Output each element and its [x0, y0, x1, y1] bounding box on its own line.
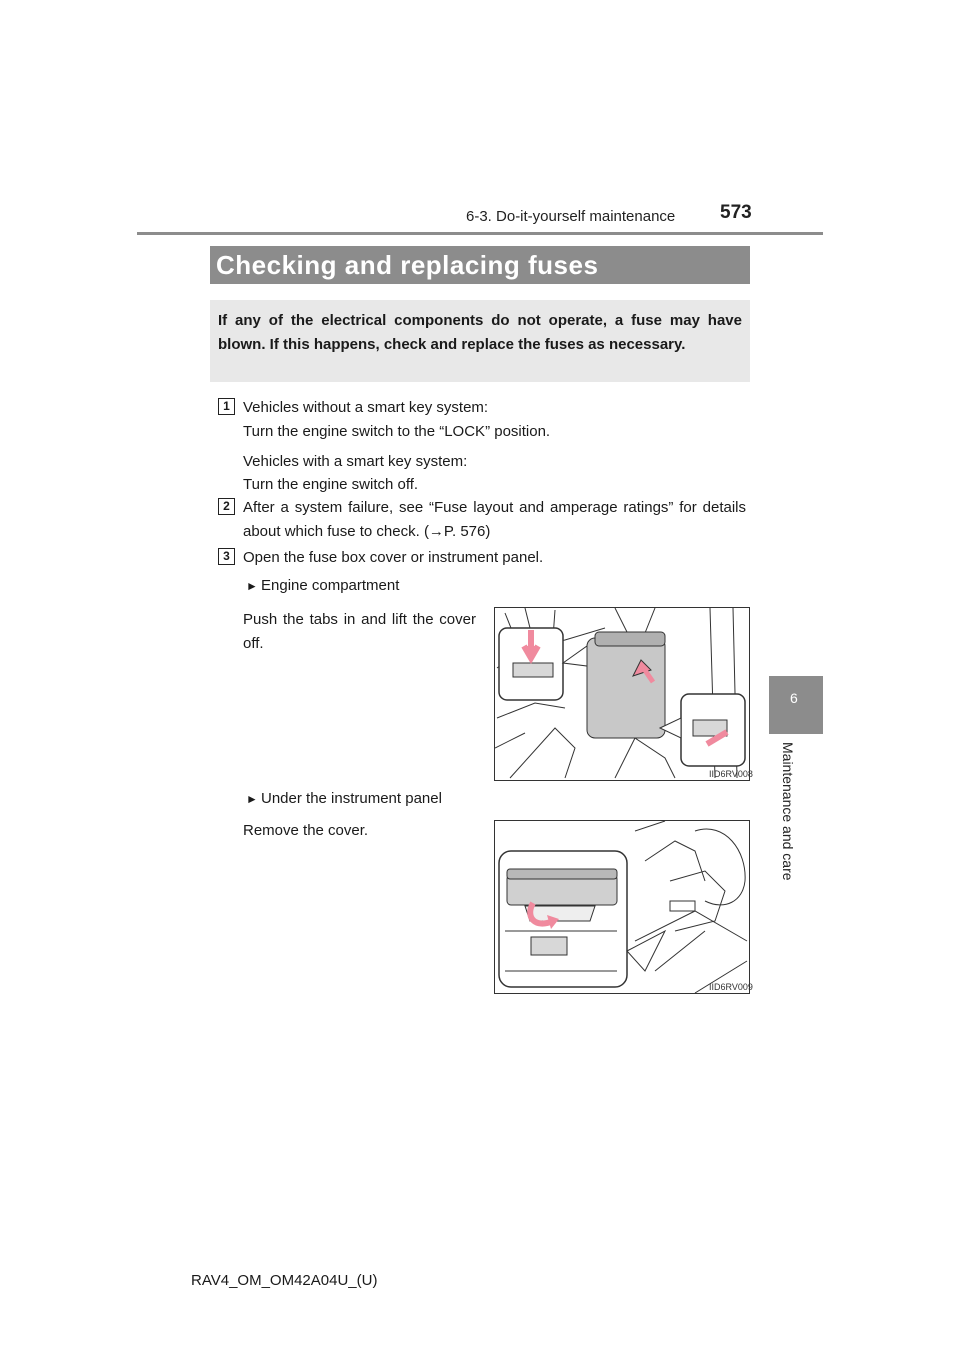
header-rule [137, 232, 823, 235]
step-1-line-2: Turn the engine switch to the “LOCK” position. [243, 423, 551, 440]
step-3-badge: 3 [218, 548, 235, 565]
document-footer-code: RAV4_OM_OM42A04U_(U) [191, 1272, 378, 1289]
step-2-badge: 2 [218, 498, 235, 515]
running-header-section: 6-3. Do-it-yourself maintenance [466, 208, 676, 225]
instrument-panel-heading: Under the instrument panel [261, 790, 442, 807]
step-1-line-1: Vehicles without a smart key system: [243, 399, 489, 416]
section-title: Checking and replacing fuses [216, 250, 599, 280]
instrument-panel-instruction: Remove the cover. [243, 822, 369, 839]
engine-fuse-box-figure [494, 607, 750, 781]
intro-text: If any of the electrical components do not operate, a fuse may have blown. If this happens, check and replace the fuses as necessary. [218, 312, 742, 353]
instrument-panel-figure [494, 820, 750, 994]
step-1-line-3: Vehicles with a smart key system: [243, 453, 468, 470]
instrument-panel-illustration [495, 821, 749, 993]
step-1-line-4: Turn the engine switch off. [243, 476, 419, 493]
step-1-badge: 1 [218, 398, 235, 415]
engine-compartment-instruction: Push the tabs in and lift the cover off. [243, 611, 476, 652]
triangle-right-icon: ► [246, 792, 258, 806]
page-number: 573 [720, 202, 752, 223]
chapter-tab-number: 6 [790, 690, 798, 706]
engine-compartment-heading: Engine compartment [261, 577, 400, 594]
figure-code-1: IID6RV008 [709, 769, 753, 779]
figure-code-2: IID6RV009 [709, 982, 753, 992]
engine-fuse-box-illustration [495, 608, 749, 780]
step-3-text: Open the fuse box cover or instrument panel. [243, 549, 544, 566]
triangle-right-icon: ► [246, 579, 258, 593]
chapter-tab-label: Maintenance and care [780, 742, 796, 881]
step-2-text: After a system failure, see “Fuse layout and amperage ratings” for details about which fuse to check. (→P. 576) [243, 499, 746, 540]
